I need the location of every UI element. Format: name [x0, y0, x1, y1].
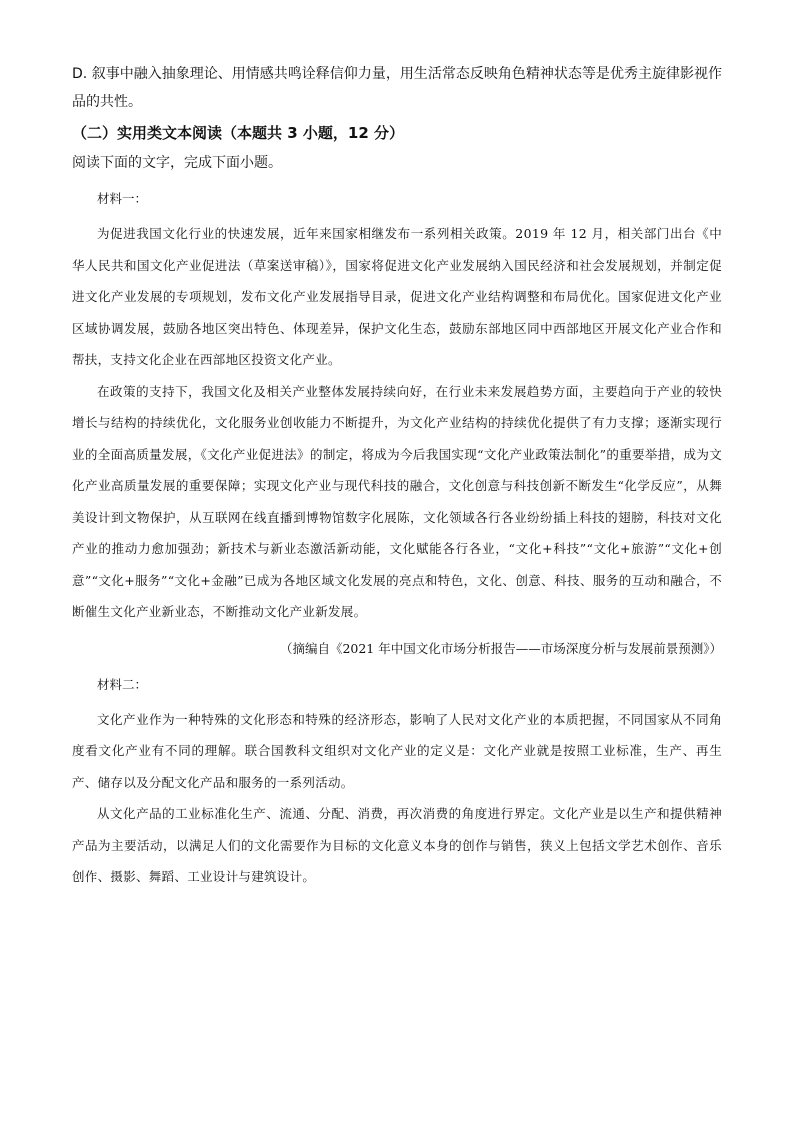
material-two [72, 670, 722, 893]
material-one-title: 材料一： [97, 191, 148, 206]
section-instruction: 阅读下面的文字，完成下面小题。 [72, 155, 282, 171]
material-one-paragraph: 在政策的支持下，我国文化及相关产业整体发展持续向好，在行业未来发展趋势方面，主要趋向于产业的较快增长与结构的持续优化，文化服务业创收能力不断提升，为文化产业结构的持续优化提供了有力支撑；逐渐实现行业的全面高质量发展，《文化产业促进法》的制定，将成为今后我国实现“文化产业政策法制化”的重要举措，成为文化产业高质量发展的重要保障；实现文化产业与现代科技的融合，文化创意与科技创新不断发生“化学反应”，从舞美设计到文物保护，从互联网在线直播到博物馆数字化展陈，文化领域各行各业纷纷插上科技的翅膀，科技对文化产业的推动力愈加强劲；新技术与新业态激活新动能，文化赋能各行各业，“文化+科技”“文化+旅游”“文化+创意”“文化+服务”“文化+金融”已成为各地区域文化发展的亮点和特色，文化、创意、科技、服务的互动和融合，不断催生文化产业新业态，不断推动文化产业新发展。 [72, 383, 722, 619]
material-two-title: 材料二： [97, 676, 148, 692]
option-d-text: D. 叙事中融入抽象理论、用情感共鸣诠释信仰力量，用生活常态反映角色精神状态等是优秀主旋律影视作品的共性。 [72, 66, 722, 110]
document-page [72, 60, 722, 893]
material-two-paragraph: 文化产业作为一种特殊的文化形态和特殊的经济形态，影响了人民对文化产业的本质把握，不同国家从不同角度看文化产业有不同的理解。联合国教科文组织对文化产业的定义是：文化产业就是按照工业标准，生产、再生产、储存以及分配文化产品和服务的一系列活动。 [72, 711, 722, 790]
material-one-source: （摘编自《2021 年中国文化市场分析报告——市场深度分析与发展前景预测》） [279, 640, 722, 656]
section-heading: （二）实用类文本阅读（本题共 3 小题，12 分） [72, 124, 404, 142]
material-one [72, 184, 722, 664]
material-two-paragraph: 从文化产品的工业标准化生产、流通、分配、消费，再次消费的角度进行界定。文化产业是以生产和提供精神产品为主要活动，以满足人们的文化需要作为目标的文化意义本身的创作与销售，狭义上包括文学艺术创作、音乐创作、摄影、舞蹈、工业设计与建筑设计。 [72, 806, 722, 884]
material-one-paragraph: 为促进我国文化行业的快速发展，近年来国家相继发布一系列相关政策。2019 年 12 月，相关部门出台《中华人民共和国文化产业促进法（草案送审稿）》，国家将促进文化产业发展纳入国民经济和社会发展规划，并制定促进文化产业发展的专项规划，发布文化产业发展指导目录，促进文化产业结构调整和布局优化。国家促进文化产业区域协调发展，鼓励各地区突出特色、体现差异，保护文化生态，鼓励东部地区同中西部地区开展文化产业合作和帮扶，支持文化企业在西部地区投资文化产业。 [72, 226, 722, 367]
